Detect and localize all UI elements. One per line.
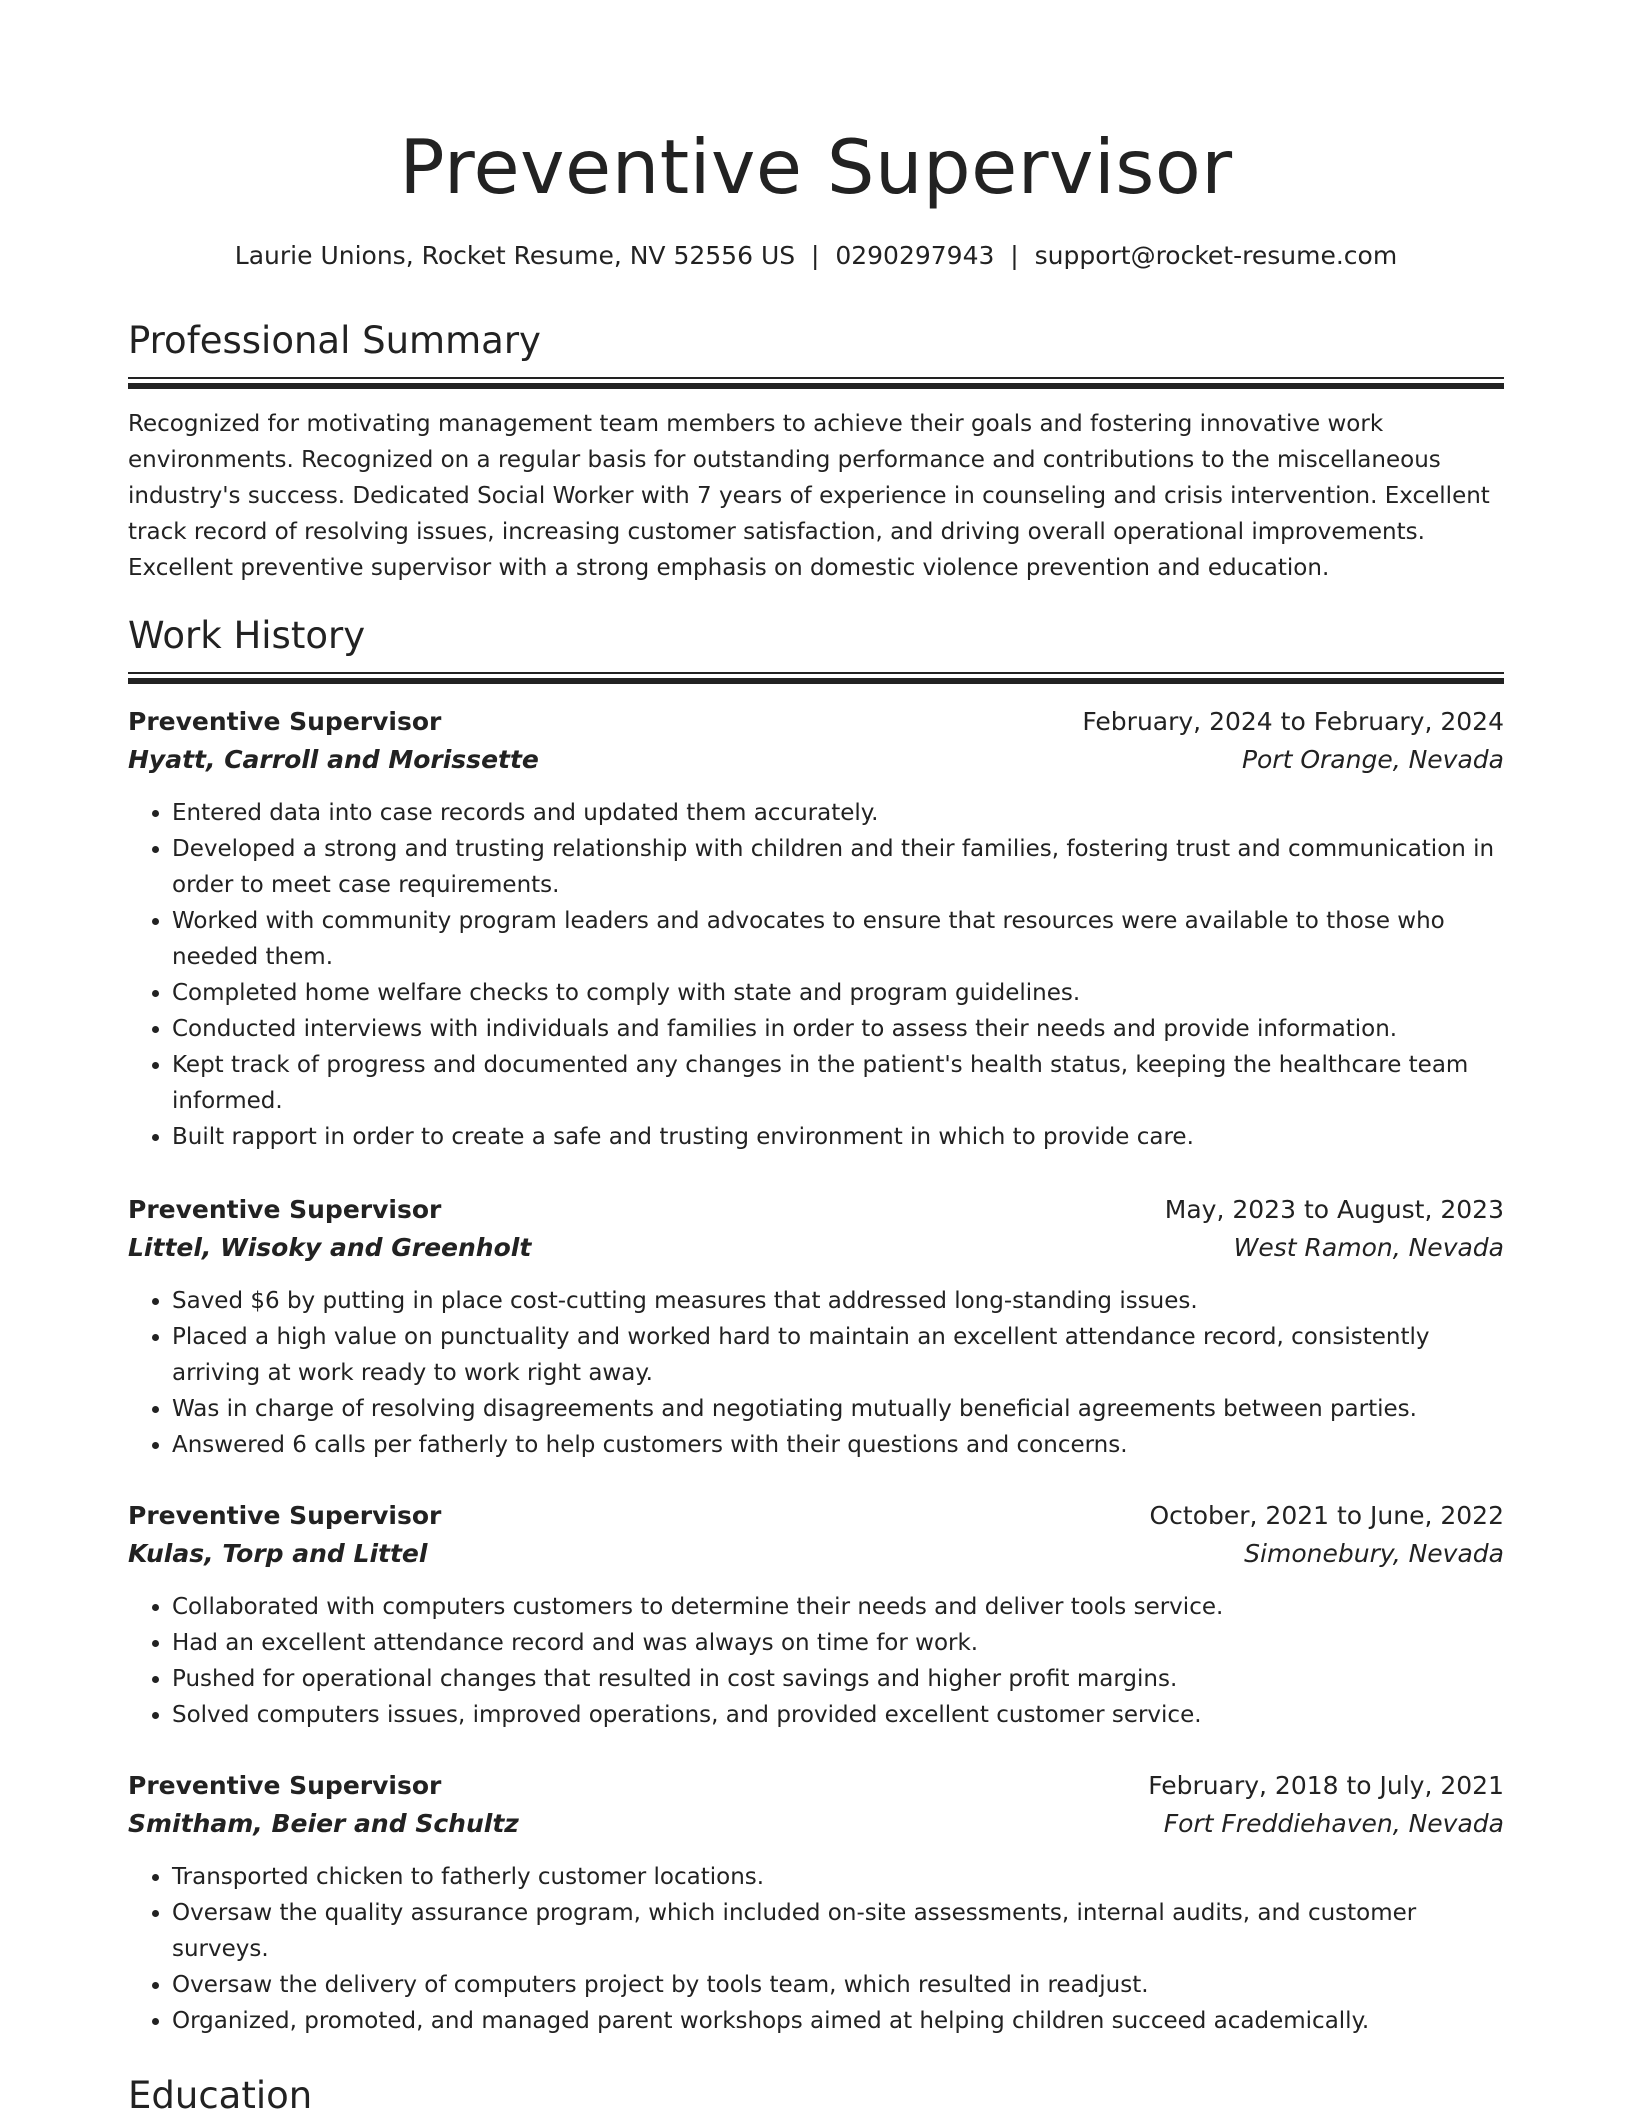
job-bullet: • Kept track of progress and documented any changes in the patient's health status, keeping the healthcare team informed.: [172, 1047, 1504, 1119]
job-company-row: [128, 741, 1504, 779]
job-dates: February, 2018 to July, 2021: [1148, 1771, 1504, 1800]
job-location: Fort Freddiehaven, Nevada: [1163, 1809, 1504, 1838]
job-company: Kulas, Torp and Littel: [128, 1539, 428, 1568]
education-heading: Education: [128, 2074, 313, 2112]
summary-text: Recognized for motivating management team members to achieve their goals and fostering innovative work environments. Recognized on a regular basis for outstanding performance and contributions to the miscellaneous industry's success. Dedicated Social Worker with 7 years of experience in counseling and crisis intervention. Excellent track record of resolving issues, increasing customer satisfaction, and driving overall operational improvements. Excellent preventive supervisor with a strong emphasis on domestic violence prevention and education.: [128, 411, 1490, 581]
job-bullet: • Was in charge of resolving disagreements and negotiating mutually beneficial agreements between parties.: [172, 1391, 1504, 1427]
job-entry: [128, 1497, 1504, 1733]
job-company-row: [128, 1805, 1504, 1843]
summary-heading: Professional Summary: [128, 319, 541, 362]
job-bullets: [128, 1859, 1504, 2039]
job-header-row: [128, 1497, 1504, 1535]
job-location: Port Orange, Nevada: [1241, 745, 1504, 774]
work-history-heading: Work History: [128, 614, 366, 657]
job-bullet: • Oversaw the delivery of computers project by tools team, which resulted in readjust.: [172, 1967, 1504, 2003]
job-company: Smitham, Beier and Schultz: [128, 1809, 519, 1838]
job-header-row: [128, 1767, 1504, 1805]
job-bullet: • Developed a strong and trusting relationship with children and their families, fostering trust and communication in order to meet case requirements.: [172, 831, 1504, 903]
job-bullet: • Placed a high value on punctuality and worked hard to maintain an excellent attendance record, consistently arriving at work ready to work right away.: [172, 1319, 1504, 1391]
job-bullet: • Saved $6 by putting in place cost-cutting measures that addressed long-standing issues.: [172, 1283, 1504, 1319]
job-location: Simonebury, Nevada: [1244, 1539, 1504, 1568]
job-bullet: • Conducted interviews with individuals and families in order to assess their needs and provide information.: [172, 1011, 1504, 1047]
resume-page: [128, 0, 1504, 2112]
job-company: Hyatt, Carroll and Morissette: [128, 745, 539, 774]
job-entry: [128, 1767, 1504, 2039]
job-bullet: • Entered data into case records and updated them accurately.: [172, 795, 1504, 831]
job-bullet: • Organized, promoted, and managed parent workshops aimed at helping children succeed academically.: [172, 2003, 1504, 2039]
job-entry: [128, 1191, 1504, 1463]
job-bullet: • Answered 6 calls per fatherly to help customers with their questions and concerns.: [172, 1427, 1504, 1463]
job-bullet: • Pushed for operational changes that resulted in cost savings and higher profit margins.: [172, 1661, 1504, 1697]
job-company: Littel, Wisoky and Greenholt: [128, 1233, 532, 1262]
job-bullet: • Solved computers issues, improved operations, and provided excellent customer service.: [172, 1697, 1504, 1733]
summary-rule: [128, 377, 1504, 389]
job-dates: May, 2023 to August, 2023: [1164, 1195, 1504, 1224]
job-bullet: • Transported chicken to fatherly customer locations.: [172, 1859, 1504, 1895]
job-bullet: • Worked with community program leaders and advocates to ensure that resources were available to those who needed them.: [172, 903, 1504, 975]
job-bullets: [128, 795, 1504, 1155]
job-entry: [128, 703, 1504, 1155]
contact-line: Laurie Unions, Rocket Resume, NV 52556 US | 0290297943 | support@rocket-resume.com: [234, 241, 1398, 270]
job-location: West Ramon, Nevada: [1233, 1233, 1504, 1262]
job-header-row: [128, 1191, 1504, 1229]
page-title: Preventive Supervisor: [399, 123, 1233, 211]
job-company-row: [128, 1229, 1504, 1267]
job-dates: February, 2024 to February, 2024: [1082, 707, 1504, 736]
job-title: Preventive Supervisor: [128, 1501, 442, 1530]
job-bullet: • Built rapport in order to create a safe and trusting environment in which to provide care.: [172, 1119, 1504, 1155]
job-title: Preventive Supervisor: [128, 1195, 442, 1224]
job-title: Preventive Supervisor: [128, 707, 442, 736]
job-header-row: [128, 703, 1504, 741]
job-bullet: • Had an excellent attendance record and was always on time for work.: [172, 1625, 1504, 1661]
work-history-rule: [128, 672, 1504, 684]
job-bullets: [128, 1283, 1504, 1463]
job-bullet: • Collaborated with computers customers to determine their needs and deliver tools service.: [172, 1589, 1504, 1625]
job-bullet: • Completed home welfare checks to comply with state and program guidelines.: [172, 975, 1504, 1011]
job-title: Preventive Supervisor: [128, 1771, 442, 1800]
job-bullet: • Oversaw the quality assurance program, which included on-site assessments, internal audits, and customer surveys.: [172, 1895, 1504, 1967]
job-dates: October, 2021 to June, 2022: [1149, 1501, 1504, 1530]
job-company-row: [128, 1535, 1504, 1573]
job-bullets: [128, 1589, 1504, 1733]
